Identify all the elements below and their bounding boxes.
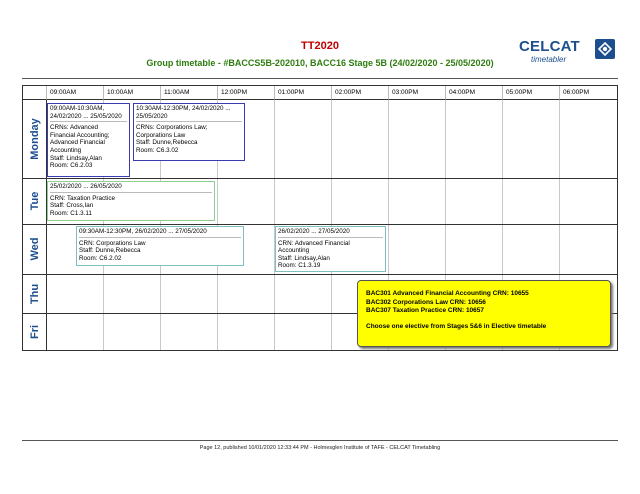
event-time: 10:30AM-12:30PM, 24/02/2020 ... 25/05/2020 xyxy=(136,105,242,122)
event-staff: Staff: Lindsay,Alan xyxy=(278,254,330,262)
note-line: Choose one elective from Stages 5&6 in Elective timetable xyxy=(366,322,547,330)
event-block[interactable] xyxy=(76,226,244,266)
time-header: 02:00PM xyxy=(332,86,389,100)
logo-name: CELCAT xyxy=(519,38,580,55)
event-line: Advanced Financial xyxy=(50,139,105,147)
event-line: CRN: Taxation Practice xyxy=(50,194,115,202)
day-label-tuesday xyxy=(23,178,47,224)
row-divider xyxy=(23,224,617,225)
row-divider xyxy=(23,178,617,179)
event-staff: Staff: Lindsay,Alan xyxy=(50,154,102,162)
event-staff: Staff: Dunne,Rebecca xyxy=(136,139,198,147)
event-time: 09:00AM-10:30AM, 24/02/2020 ... 25/05/2020 xyxy=(50,105,127,122)
day-label-text: Monday xyxy=(28,118,41,160)
event-block[interactable] xyxy=(47,181,215,221)
day-label-friday xyxy=(23,313,47,350)
elective-note xyxy=(357,280,611,347)
day-label-text: Fri xyxy=(28,324,41,339)
footer-divider xyxy=(22,440,618,441)
time-header: 06:00PM xyxy=(560,86,617,100)
day-label-text: Tue xyxy=(28,191,41,211)
time-header: 04:00PM xyxy=(446,86,503,100)
time-header: 03:00PM xyxy=(389,86,446,100)
group-timetable-title: Group timetable - #BACCS5B-202010, BACC16 Stage 5B (24/02/2020 - 25/05/2020) xyxy=(146,58,494,68)
timetable-code: TT2020 xyxy=(301,40,339,52)
event-line: CRN: Corporations Law xyxy=(79,239,146,247)
row-divider xyxy=(23,274,617,275)
time-header: 01:00PM xyxy=(275,86,332,100)
day-label-text: Wed xyxy=(28,237,41,261)
celcat-logo xyxy=(519,38,619,66)
time-header: 11:00AM xyxy=(161,86,218,100)
event-line: CRNs: Corporations Law; xyxy=(136,124,208,132)
event-line: CRNs: Advanced xyxy=(50,124,98,132)
event-line: Accounting xyxy=(50,146,82,154)
note-line: BAC307 Taxation Practice CRN: 10657 xyxy=(366,307,485,314)
event-time: 26/02/2020 ... 27/05/2020 xyxy=(278,228,383,238)
time-header: 12:00PM xyxy=(218,86,275,100)
day-label-monday xyxy=(23,100,47,178)
corner-cell xyxy=(23,86,47,100)
event-block[interactable] xyxy=(275,226,386,272)
time-header: 05:00PM xyxy=(503,86,560,100)
event-room: Room: C6.2.02 xyxy=(79,254,122,262)
event-time: 09:30AM-12:30PM, 26/02/2020 ... 27/05/2020 xyxy=(79,228,241,238)
day-label-text: Thu xyxy=(28,283,41,304)
event-room: Room: C6.2.03 xyxy=(50,162,93,170)
event-room: Room: C1.3.11 xyxy=(50,209,92,217)
event-line: CRN: Advanced Financial xyxy=(278,239,350,247)
celcat-logo-icon xyxy=(595,39,615,59)
event-staff: Staff: Dunne,Rebecca xyxy=(79,247,141,255)
event-line: Financial Accounting; xyxy=(50,131,110,139)
time-header: 10:00AM xyxy=(104,86,161,100)
header-divider xyxy=(22,78,618,79)
page-footer: Page 12, published 10/01/2020 12:33:44 PM - Holmesglen Institute of TAFE - CELCAT Timetabling xyxy=(199,445,441,451)
event-line: Corporations Law xyxy=(136,131,186,139)
logo-tagline: timetabler xyxy=(531,55,567,64)
event-room: Room: C1.3.19 xyxy=(278,262,321,270)
event-time: 25/02/2020 ... 26/05/2020 xyxy=(50,183,212,193)
event-line: Accounting xyxy=(278,247,310,255)
day-label-thursday xyxy=(23,274,47,313)
event-room: Room: C6.3.02 xyxy=(136,146,179,154)
event-block[interactable] xyxy=(133,103,245,161)
day-label-wednesday xyxy=(23,224,47,274)
time-header: 09:00AM xyxy=(47,86,104,100)
note-line: BAC301 Advanced Financial Accounting CRN: 10655 xyxy=(366,290,529,297)
event-staff: Staff: Cross,Ian xyxy=(50,202,94,210)
note-line: BAC302 Corporations Law CRN: 10656 xyxy=(366,298,486,306)
event-block[interactable] xyxy=(47,103,130,177)
